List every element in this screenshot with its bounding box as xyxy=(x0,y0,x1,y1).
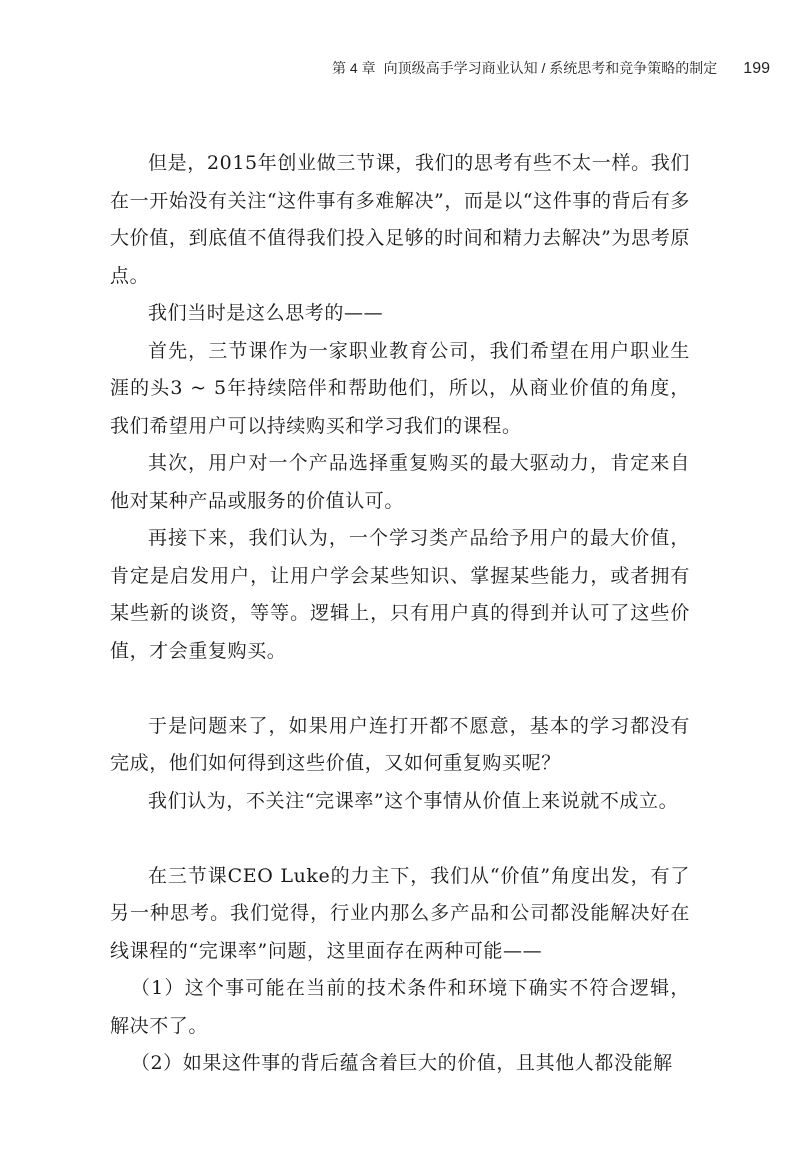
page-number: 199 xyxy=(743,60,770,77)
list-item: （2）如果这件事的背后蕴含着巨大的价值，且其他人都没能解 xyxy=(130,1052,673,1074)
paragraph: 我们认为，不关注“完课率”这个事情从价值上来说就不成立。 xyxy=(148,789,679,812)
chapter-title: 向顶级高手学习商业认知 / 系统思考和竞争策略的制定 xyxy=(383,60,718,76)
paragraph: 其次，用户对一个产品选择重复购买的最大驱动力，肯定来自他对某种产品或服务的价值认可。 xyxy=(110,452,690,512)
paragraph: 于是问题来了，如果用户连打开都不愿意，基本的学习都没有完成，他们如何得到这些价值，又如何重复购买呢？ xyxy=(110,714,690,774)
paragraph: 首先，三节课作为一家职业教育公司，我们希望在用户职业生涯的头3 ~ 5年持续陪伴和帮助他们，所以，从商业价值的角度，我们希望用户可以持续购买和学习我们的课程。 xyxy=(110,339,690,437)
paragraph: 在三节课CEO Luke的力主下，我们从“价值”角度出发，有了另一种思考。我们觉得，行业内那么多产品和公司都没能解决好在线课程的“完课率”问题，这里面存在两种可能—— xyxy=(110,864,690,962)
paragraph: 但是，2015年创业做三节课，我们的思考有些不太一样。我们在一开始没有关注“这件事有多难解决”，而是以“这件事的背后有多大价值，到底值不值得我们投入足够的时间和精力去解决”为思考原点。 xyxy=(110,152,690,287)
paragraph: 再接下来，我们认为，一个学习类产品给予用户的最大价值，肯定是启发用户，让用户学会某些知识、掌握某些能力，或者拥有某些新的谈资，等等。逻辑上，只有用户真的得到并认可了这些价值，才会重复购买。 xyxy=(110,527,690,662)
chapter-label: 第 4 章 xyxy=(332,60,376,76)
body-text xyxy=(110,145,690,1083)
paragraph: 我们当时是这么思考的—— xyxy=(148,302,384,324)
running-header xyxy=(240,58,770,78)
list-item: （1）这个事可能在当前的技术条件和环境下确实不符合逻辑，解决不了。 xyxy=(110,977,690,1037)
